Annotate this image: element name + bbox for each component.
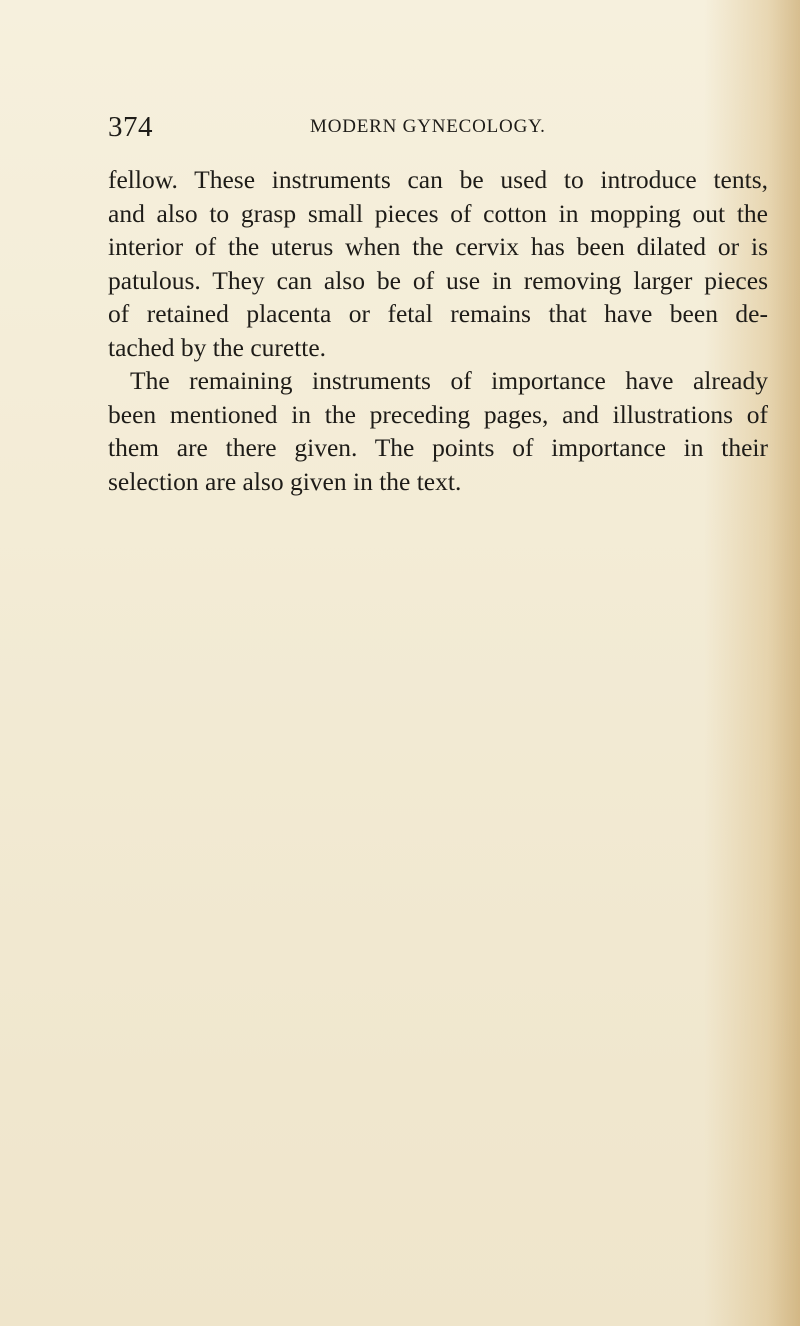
body-text (108, 163, 768, 498)
running-head (108, 110, 758, 144)
paragraph-1 (108, 163, 768, 364)
text-line: and also to grasp small pieces of cotton in mopping out the (108, 198, 768, 228)
text-line: The remaining instruments of importance have already (130, 366, 768, 395)
page-number: 374 (108, 111, 153, 143)
text-line: of retained placenta or fetal remains that have been de- (108, 299, 768, 328)
text-line: patulous. They can also be of use in removing larger pieces (108, 265, 768, 295)
text-line: them are there given. The points of importance in their (108, 433, 768, 462)
text-line: tached by the curette. (108, 332, 327, 362)
text-line: been mentioned in the preceding pages, and illustrations of (108, 399, 768, 429)
text-line: selection are also given in the text. (108, 466, 462, 496)
running-title: MODERN GYNECOLOGY. (310, 116, 546, 137)
text-line: interior of the uterus when the cervix has been dilated or is (108, 232, 768, 261)
text-line: fellow. These instruments can be used to introduce tents, (108, 165, 768, 194)
paragraph-2 (108, 364, 768, 498)
